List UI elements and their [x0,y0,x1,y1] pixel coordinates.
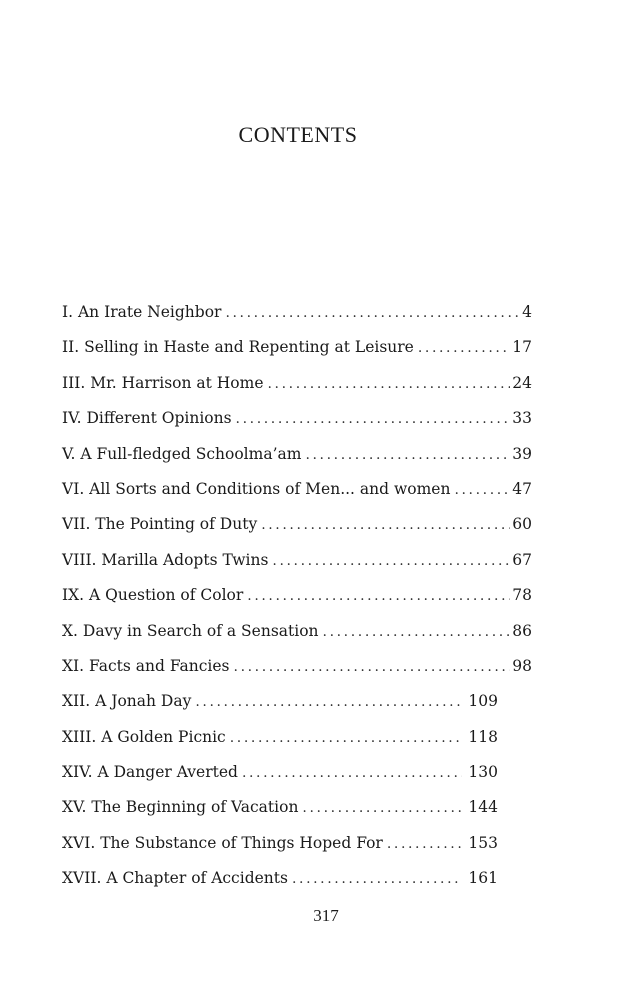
toc-dot-leader [225,299,520,327]
toc-dot-leader [261,511,510,539]
toc-entry[interactable] [62,687,498,722]
toc-entry-page: 98 [512,656,532,675]
toc-dot-leader [323,618,511,646]
toc-entry-page: 86 [512,621,532,640]
toc-entry[interactable] [62,440,532,475]
toc-entry-title: IV. Different Opinions [62,409,232,428]
toc-entry-title: XV. The Beginning of Vacation [62,798,299,817]
toc-entry-page: 161 [468,869,498,888]
toc-entry-title: V. A Full-fledged Schoolma’am [62,444,302,463]
toc-dot-leader [454,476,510,504]
page-number: 317 [313,906,339,925]
toc-dot-leader [305,441,510,469]
toc-entry-page: 33 [512,409,532,428]
toc-entry[interactable] [62,475,532,510]
toc-dot-leader [247,582,510,610]
toc-entry[interactable] [62,793,498,828]
toc-entry-page: 47 [512,479,532,498]
toc-dot-leader [234,653,511,681]
toc-entry-page: 60 [512,515,532,534]
toc-entry[interactable] [62,546,532,581]
toc-entry-title: IX. A Question of Color [62,586,244,605]
toc-entry-title: XII. A Jonah Day [62,692,192,711]
toc-entry-page: 118 [468,727,498,746]
toc-dot-leader [195,688,462,716]
toc-entry-title: VI. All Sorts and Conditions of Men... and women [62,479,451,498]
toc-entry-page: 144 [468,798,498,817]
toc-entry-title: VII. The Pointing of Duty [62,515,258,534]
toc-entry[interactable] [62,864,498,899]
toc-entry[interactable] [62,652,532,687]
toc-dot-leader [272,547,510,575]
table-of-contents [62,298,532,900]
toc-entry-page: 17 [512,338,532,357]
toc-entry[interactable] [62,404,532,439]
toc-entry-title: I. An Irate Neighbor [62,303,222,321]
toc-entry-page: 130 [468,763,498,782]
toc-entry[interactable] [62,581,532,616]
toc-entry[interactable] [62,617,532,652]
toc-entry[interactable] [62,333,532,368]
toc-entry-page: 153 [468,833,498,852]
toc-entry-title: XIII. A Golden Picnic [62,727,226,746]
toc-entry-title: X. Davy in Search of a Sensation [62,621,319,640]
toc-entry[interactable] [62,369,532,404]
toc-entry-title: VIII. Marilla Adopts Twins [62,550,269,569]
toc-entry[interactable] [62,723,498,758]
toc-entry-page: 78 [512,586,532,605]
toc-entry[interactable] [62,298,532,333]
toc-dot-leader [292,865,462,893]
toc-entry-title: XVII. A Chapter of Accidents [62,869,288,888]
toc-dot-leader [387,830,462,858]
toc-entry-title: II. Selling in Haste and Repenting at Leisure [62,338,414,357]
toc-entry-title: III. Mr. Harrison at Home [62,373,264,392]
page-title: CONTENTS [238,122,358,147]
toc-entry[interactable] [62,510,532,545]
toc-dot-leader [242,759,462,787]
toc-entry-page: 109 [468,692,498,711]
toc-dot-leader [230,724,462,752]
toc-dot-leader [302,794,462,822]
toc-entry-page: 67 [512,550,532,569]
toc-dot-leader [418,334,510,362]
toc-dot-leader [236,405,511,433]
toc-entry-title: XIV. A Danger Averted [62,763,238,782]
toc-entry[interactable] [62,829,498,864]
toc-entry-page: 4 [522,303,532,321]
toc-dot-leader [268,370,511,398]
toc-entry[interactable] [62,758,498,793]
toc-entry-title: XI. Facts and Fancies [62,656,230,675]
toc-entry-page: 39 [512,444,532,463]
toc-entry-title: XVI. The Substance of Things Hoped For [62,833,383,852]
toc-entry-page: 24 [512,373,532,392]
